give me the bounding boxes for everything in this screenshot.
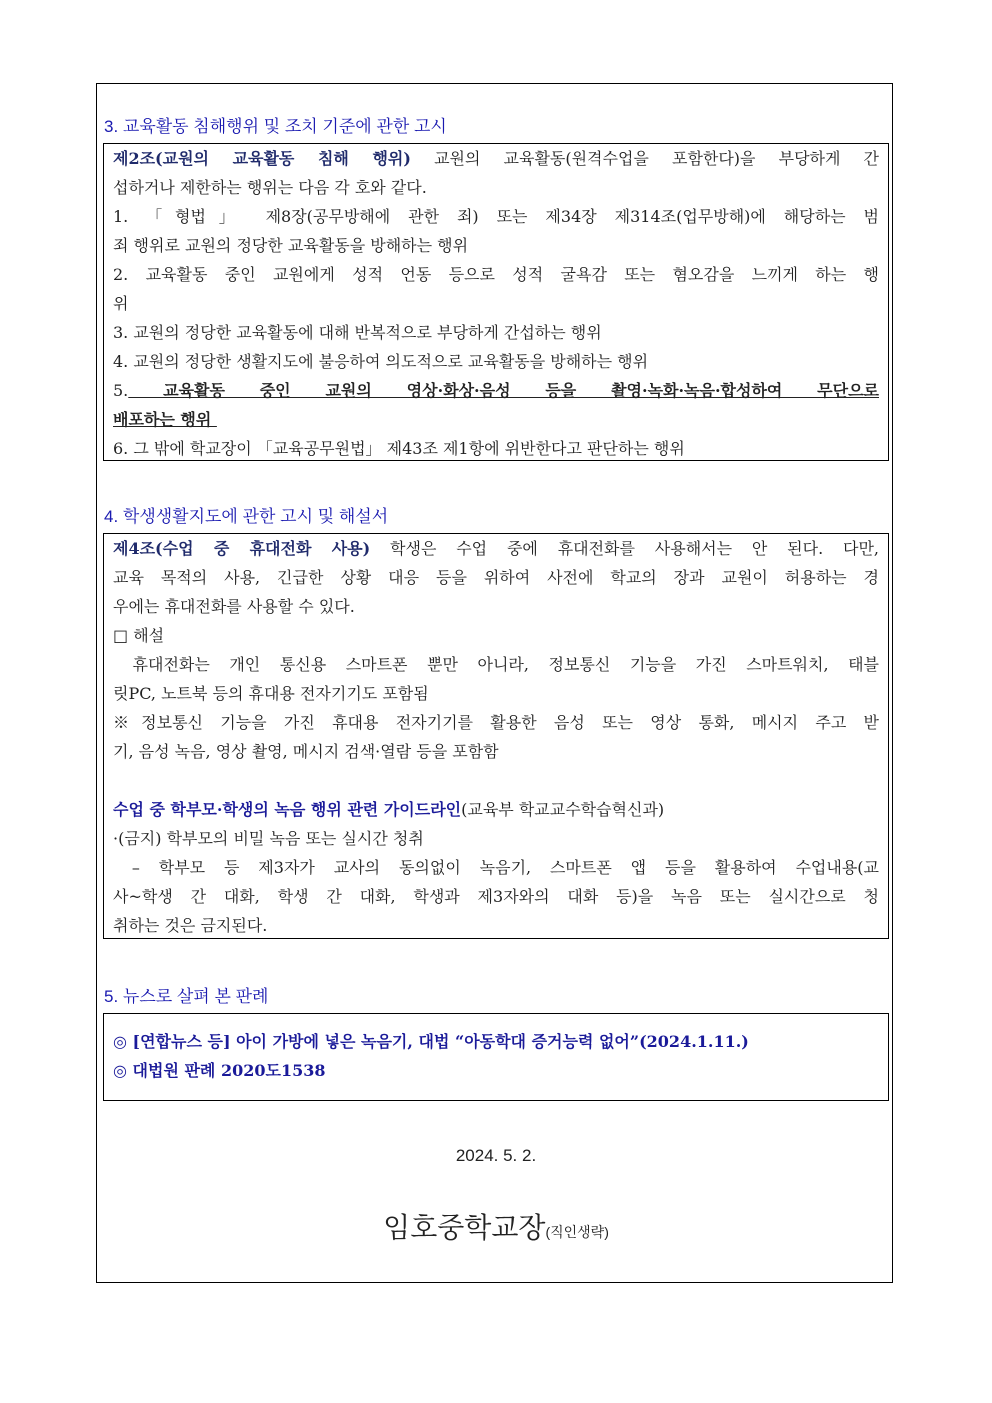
article-item: 2. 교육활동 중인 교원에게 성적 언동 등으로 성적 굴욕감 또는 혐오감을 느끼게 하는 행 xyxy=(113,265,879,284)
article-item: 4. 교원의 정당한 생활지도에 불응하여 의도적으로 교육활동을 방해하는 행위 xyxy=(113,352,649,371)
news-item: ◎ [연합뉴스 등] 아이 가방에 넣은 녹음기, 대법 “아동학대 증거능력 없어”(2024.1.11.) xyxy=(113,1032,749,1051)
guideline-line: 취하는 것은 금지된다. xyxy=(113,916,268,935)
item-number: 5. xyxy=(113,381,129,400)
guideline-line: 사~학생 간 대화, 학생 간 대화, 학생과 제3자와의 대화 등)을 녹음 또는 실시간으로 청 xyxy=(113,887,879,906)
article-item: 6. 그 밖에 학교장이 「교육공무원법」 제43조 제1항에 위반한다고 판단하는 행위 xyxy=(113,439,685,458)
seal-note: (직인생략) xyxy=(545,1224,609,1240)
section-5-heading: 5. 뉴스로 살펴 본 판례 xyxy=(104,987,269,1006)
commentary-line: ※정보통신 기능을 가진 휴대용 전자기기를 활용한 음성 또는 영상 통화, 메시지 주고 받 xyxy=(113,713,879,732)
section-3-heading: 3. 교육활동 침해행위 및 조치 기준에 관한 고시 xyxy=(104,117,447,136)
section-3-box xyxy=(103,143,889,461)
guideline-source: (교육부 학교교수학습혁신과) xyxy=(461,800,665,819)
commentary-line: 기, 음성 녹음, 영상 촬영, 메시지 검색·열람 등을 포함함 xyxy=(113,742,499,761)
article-line: 우에는 휴대전화를 사용할 수 있다. xyxy=(113,597,355,616)
signature xyxy=(0,1206,992,1246)
article-line: 섭하거나 제한하는 행위는 다음 각 호와 같다. xyxy=(113,178,427,197)
signer-name: 임호중학교장 xyxy=(383,1212,546,1243)
article-item: 3. 교원의 정당한 교육활동에 대해 반복적으로 부당하게 간섭하는 행위 xyxy=(113,323,602,342)
section-5-box xyxy=(103,1013,889,1101)
article-line xyxy=(113,534,879,563)
article-text: 학생은 수업 중에 휴대전화를 사용해서는 안 된다. 다만, xyxy=(370,539,879,558)
article-item-5 xyxy=(113,376,879,405)
item-5-text: 교육활동 중인 교원의 영상·화상·음성 등을 촬영·녹화·녹음·합성하여 무단으로 xyxy=(128,381,879,400)
commentary-line: 릿PC, 노트북 등의 휴대용 전자기기도 포함됨 xyxy=(113,684,429,703)
guideline-line: ·(금지) 학부모의 비밀 녹음 또는 실시간 청취 xyxy=(113,829,424,848)
guideline-title-line xyxy=(113,795,879,824)
article-item-5-cont xyxy=(113,405,879,434)
article-item: 위 xyxy=(113,294,129,313)
document-date: 2024. 5. 2. xyxy=(455,1146,537,1165)
guideline-line: – 학부모 등 제3자가 교사의 동의없이 녹음기, 스마트폰 앱 등을 활용하여 수업내용(교 xyxy=(113,858,879,877)
section-4-heading: 4. 학생생활지도에 관한 고시 및 해설서 xyxy=(104,507,389,526)
blank-line xyxy=(113,766,879,795)
article-text: 교원의 교육활동(원격수업을 포함한다)을 부당하게 간 xyxy=(410,149,879,168)
article-item: 죄 행위로 교원의 정당한 교육활동을 방해하는 행위 xyxy=(113,236,469,255)
article-item: 1. 「형법」 제8장(공무방해에 관한 죄) 또는 제34장 제314조(업무방해)에 해당하는 범 xyxy=(113,207,879,226)
article-line: 교육 목적의 사용, 긴급한 상황 대응 등을 위하여 사전에 학교의 장과 교원이 허용하는 경 xyxy=(113,568,879,587)
guideline-title: 수업 중 학부모·학생의 녹음 행위 관련 가이드라인 xyxy=(113,800,462,819)
article-title: 제4조(수업 중 휴대전화 사용) xyxy=(113,539,371,558)
article-line xyxy=(113,144,879,173)
commentary-line: 휴대전화는 개인 통신용 스마트폰 뿐만 아니라, 정보통신 기능을 가진 스마트워치, 태블 xyxy=(113,655,879,674)
article-title: 제2조(교원의 교육활동 침해 행위) xyxy=(113,149,411,168)
case-item: ◎ 대법원 판례 2020도1538 xyxy=(113,1061,326,1080)
commentary-label: □ 해설 xyxy=(113,626,165,645)
item-5-text: 배포하는 행위 xyxy=(113,410,217,429)
section-4-box xyxy=(103,533,889,939)
